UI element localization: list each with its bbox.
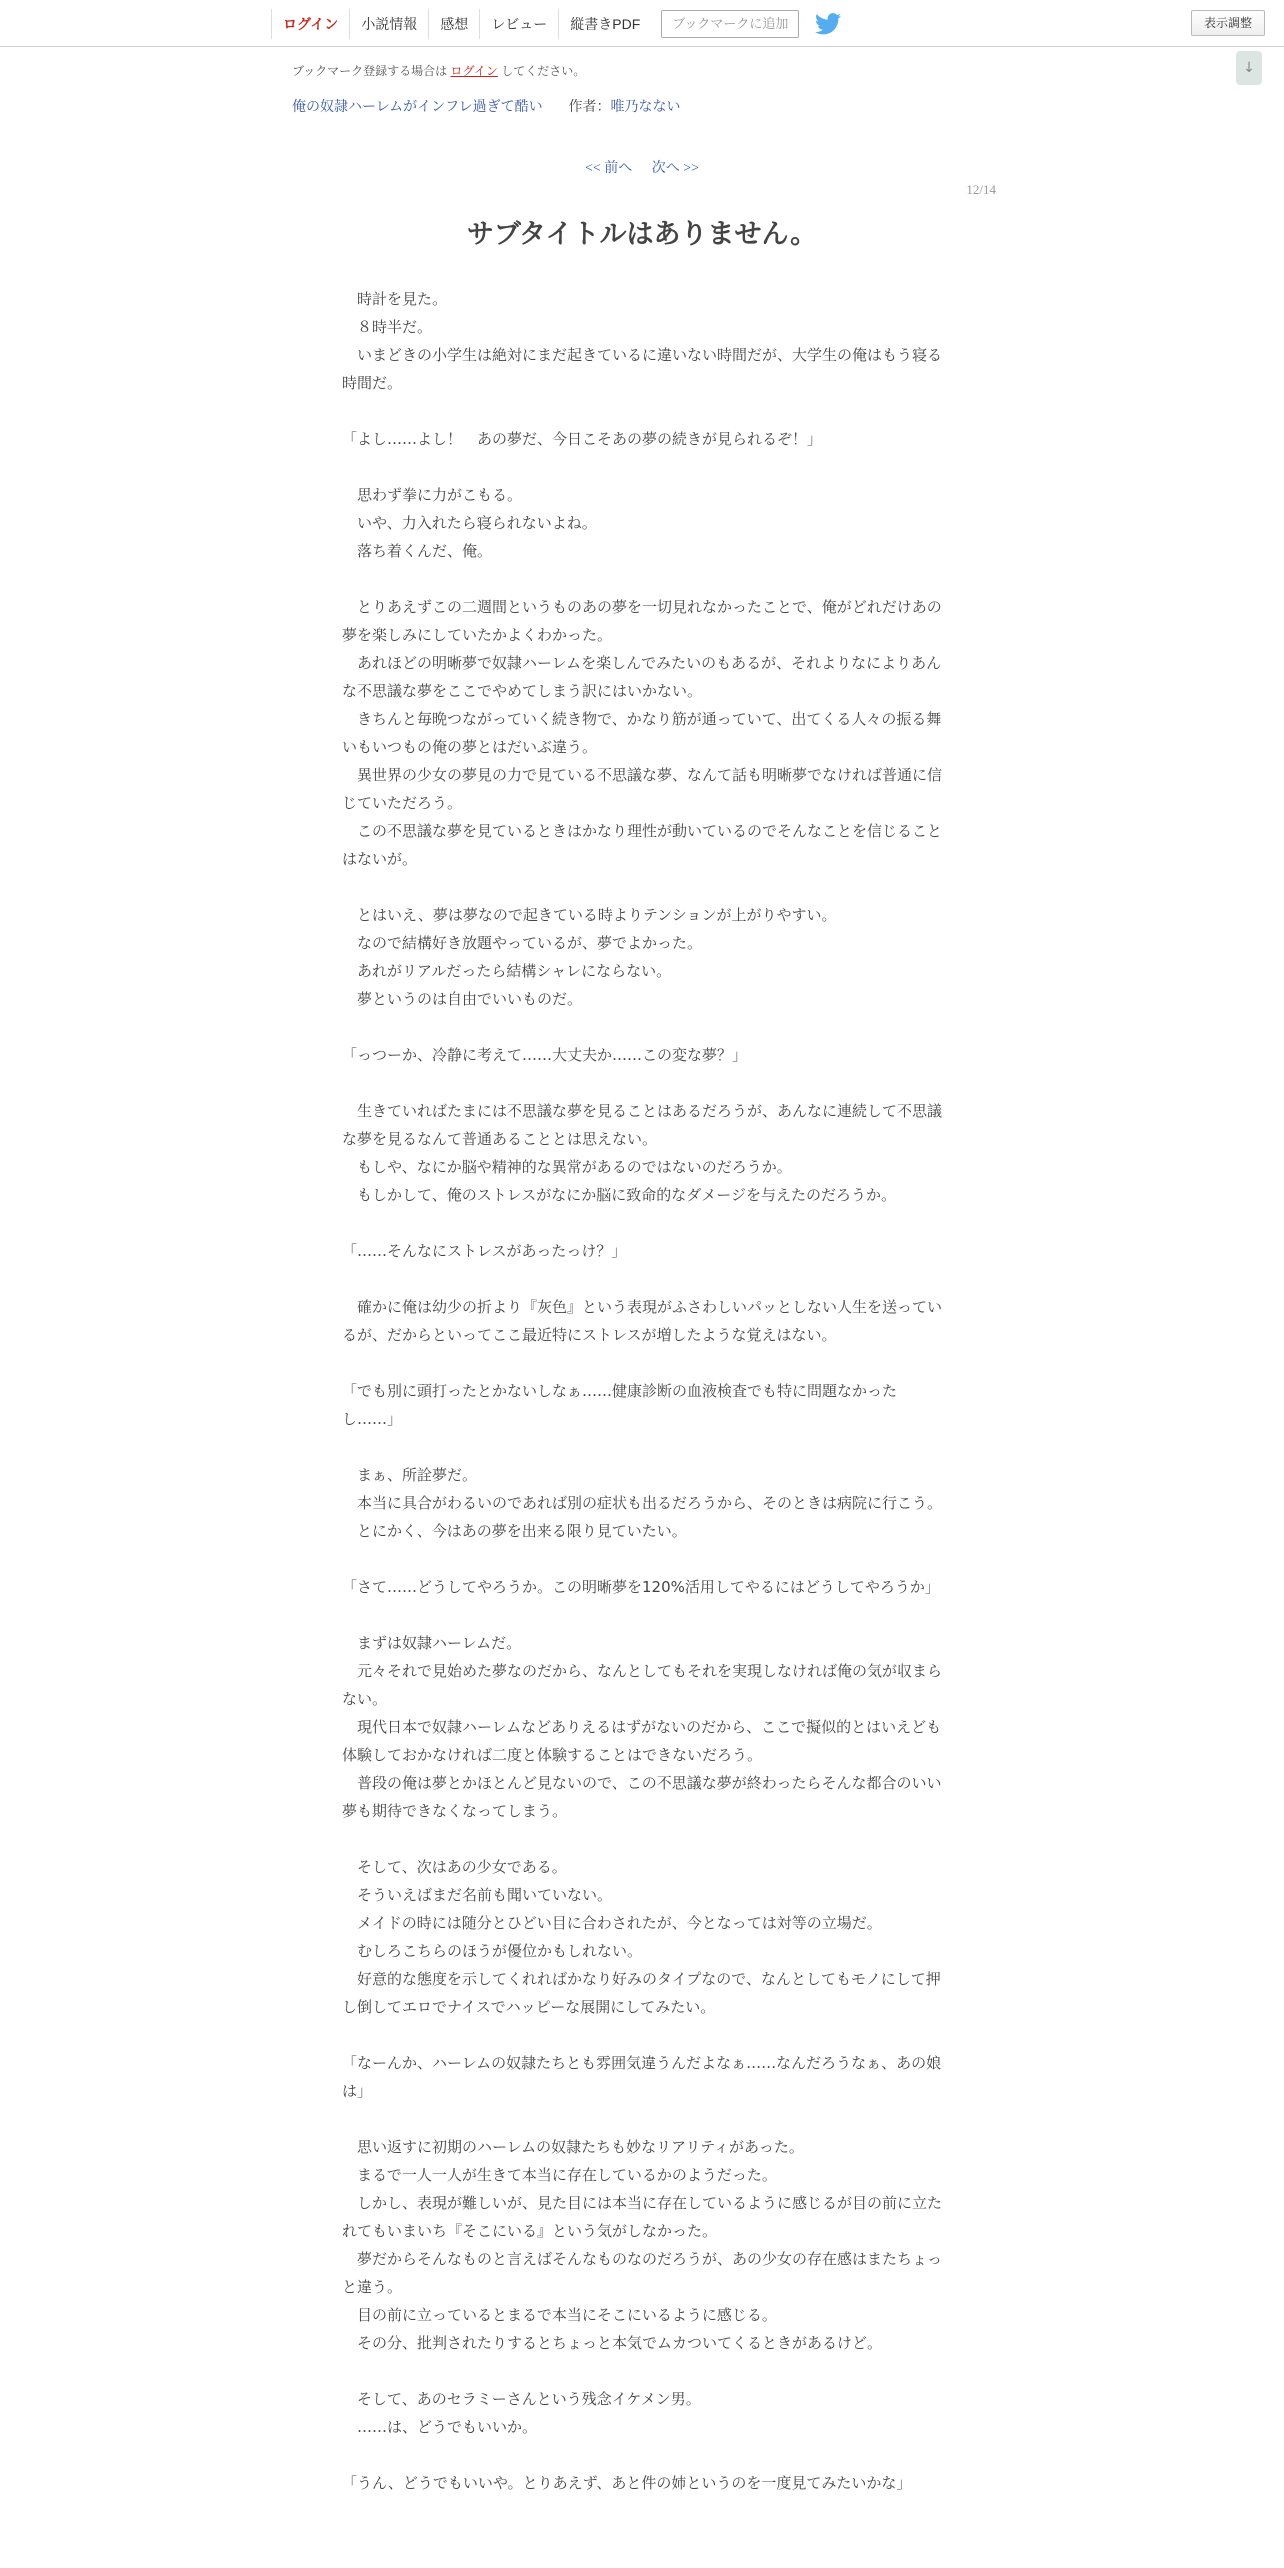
body-paragraph: そして、次はあの少女である。 [342, 1858, 567, 1876]
body-paragraph [342, 565, 942, 593]
author-block [569, 98, 681, 114]
body-paragraph: あれほどの明晰夢で奴隷ハーレムを楽しんでみたいのもあるが、それよりなによりあんな不思議な夢をここでやめてしまう訳にはいかない。 [342, 654, 942, 700]
body-paragraph: 異世界の少女の夢見の力で見ている不思議な夢、なんて話も明晰夢でなければ普通に信じていただろう。 [342, 766, 943, 812]
chapter-pager [0, 157, 1284, 177]
bookmark-add-button[interactable]: ブックマークに追加 [661, 10, 799, 38]
body-paragraph [342, 2021, 942, 2049]
chapter-counter: 12/14 [966, 182, 996, 197]
body-paragraph [342, 1013, 942, 1041]
body-paragraph [342, 873, 942, 901]
body-paragraph: その分、批判されたりするとちょっと本気でムカついてくるときがあるけど。 [342, 2334, 883, 2352]
nav-impressions-link[interactable]: 感想 [428, 9, 479, 39]
body-paragraph: 思わず拳に力がこもる。 [342, 486, 523, 504]
body-paragraph: もしや、なにか脳や精神的な異常があるのではないのだろうか。 [342, 1158, 792, 1176]
body-paragraph: そういえばまだ名前も聞いていない。 [342, 1886, 613, 1904]
body-paragraph: 「でも別に頭打ったとかないしなぁ……健康診断の血液検査でも特に問題なかったし……」 [342, 1382, 898, 1428]
nav-login-link[interactable]: ログイン [271, 9, 349, 39]
body-paragraph: ８時半だ。 [342, 318, 433, 336]
body-paragraph: 夢だからそんなものと言えばそんなものなのだろうが、あの少女の存在感はまたちょっと違う。 [342, 2250, 943, 2296]
body-paragraph: 生きていればたまには不思議な夢を見ることはあるだろうが、あんなに連続して不思議な夢を見るなんて普通あることとは思えない。 [342, 1102, 943, 1148]
body-paragraph: いや、力入れたら寝られないよね。 [342, 514, 597, 532]
body-paragraph [342, 1825, 942, 1853]
body-paragraph [342, 453, 942, 481]
top-header [0, 0, 1284, 47]
body-paragraph [342, 1349, 942, 1377]
author-label: 作者： [568, 98, 611, 114]
twitter-icon[interactable] [815, 13, 841, 35]
body-paragraph: あれがリアルだったら結構シャレにならない。 [342, 962, 672, 980]
body-paragraph: 「よし……よし！ あの夢だ、今日こそあの夢の続きが見られるぞ！」 [342, 430, 823, 448]
body-paragraph: この不思議な夢を見ているときはかなり理性が動いているのでそんなことを信じることはないが。 [342, 822, 943, 868]
novel-title-link[interactable]: 俺の奴隷ハーレムがインフレ過ぎて酷い [292, 98, 543, 114]
body-paragraph: メイドの時には随分とひどい目に合わされたが、今となっては対等の立場だ。 [342, 1914, 882, 1932]
bookmark-login-notice [292, 62, 585, 79]
display-settings-button[interactable]: 表示調整 [1191, 10, 1265, 36]
body-paragraph [342, 1265, 942, 1293]
body-paragraph: 「……そんなにストレスがあったっけ？」 [342, 1242, 627, 1260]
body-paragraph [342, 2441, 942, 2469]
next-chapter-link[interactable]: 次へ >> [651, 161, 700, 176]
body-paragraph [342, 397, 942, 425]
body-paragraph: とりあえずこの二週間というものあの夢を一切見れなかったことで、俺がどれだけあの夢を楽しみにしていたかよくわかった。 [342, 598, 942, 644]
body-paragraph: 思い返すに初期のハーレムの奴隷たちも妙なリアリティがあった。 [342, 2138, 804, 2156]
body-paragraph [342, 1601, 942, 1629]
body-paragraph: なので結構好き放題やっているが、夢でよかった。 [342, 934, 703, 952]
author-link[interactable]: 唯乃なない [610, 98, 681, 114]
body-paragraph: もしかして、俺のストレスがなにか脳に致命的なダメージを与えたのだろうか。 [342, 1186, 896, 1204]
body-paragraph: まぁ、所詮夢だ。 [342, 1466, 478, 1484]
body-paragraph [342, 1209, 942, 1237]
notice-login-link[interactable]: ログイン [450, 64, 498, 78]
body-paragraph: 時計を見た。 [342, 290, 448, 308]
notice-text-before: ブックマーク登録する場合は [292, 64, 448, 78]
notice-text-after: してください。 [501, 64, 586, 78]
body-paragraph: 夢というのは自由でいいものだ。 [342, 990, 583, 1008]
chapter-title: サブタイトルはありません。 [466, 219, 818, 249]
body-paragraph [342, 2105, 942, 2133]
body-paragraph: 目の前に立っているとまるで本当にそこにいるように感じる。 [342, 2306, 777, 2324]
body-paragraph: 元々それで見始めた夢なのだから、なんとしてもそれを実現しなければ俺の気が収まらない。 [342, 1662, 943, 1708]
body-paragraph: まずは奴隷ハーレムだ。 [342, 1634, 522, 1652]
body-paragraph [342, 1545, 942, 1573]
nav-review-link[interactable]: レビュー [479, 9, 558, 39]
body-paragraph: いまどきの小学生は絶対にまだ起きているに違いない時間だが、大学生の俺はもう寝る時間だ。 [342, 346, 943, 392]
novel-body [342, 285, 942, 2497]
nav-novel-info-link[interactable]: 小説情報 [349, 9, 428, 39]
novel-info [292, 96, 681, 116]
header-nav [271, 0, 841, 47]
nav-vertical-pdf-link[interactable]: 縦書きPDF [558, 9, 651, 39]
body-paragraph: 現代日本で奴隷ハーレムなどありえるはずがないのだから、ここで擬似的とはいえども体験しておかなければ二度と体験することはできないだろう。 [342, 1718, 942, 1764]
body-paragraph: まるで一人一人が生きて本当に存在しているかのようだった。 [342, 2166, 777, 2184]
body-paragraph: しかし、表現が難しいが、見た目には本当に存在しているように感じるが目の前に立たれてもいまいち『そこにいる』という気がしなかった。 [342, 2194, 943, 2240]
body-paragraph: 「っつーか、冷静に考えて……大丈夫か……この変な夢？」 [342, 1046, 748, 1064]
body-paragraph: とにかく、今はあの夢を出来る限り見ていたい。 [342, 1522, 687, 1540]
body-paragraph: 「さて……どうしてやろうか。この明晰夢を120%活用してやるにはどうしてやろうか」 [342, 1578, 940, 1596]
body-paragraph: ……は、どうでもいいか。 [342, 2418, 538, 2436]
body-paragraph: そして、あのセラミーさんという残念イケメン男。 [342, 2390, 701, 2408]
body-paragraph: 落ち着くんだ、俺。 [342, 542, 493, 560]
body-paragraph: 確かに俺は幼少の折より『灰色』という表現がふさわしいパッとしない人生を送っているが、だからといってここ最近特にストレスが増したような覚えはない。 [342, 1298, 943, 1344]
body-paragraph: 「うん、どうでもいいや。とりあえず、あと件の姉というのを一度見てみたいかな」 [342, 2474, 912, 2492]
prev-chapter-link[interactable]: << 前へ [584, 161, 633, 176]
body-paragraph [342, 1433, 942, 1461]
body-paragraph: 普段の俺は夢とかほとんど見ないので、この不思議な夢が終わったらそんな都合のいい夢も期待できなくなってしまう。 [342, 1774, 942, 1820]
body-paragraph [342, 1069, 942, 1097]
body-paragraph: きちんと毎晩つながっていく続き物で、かなり筋が通っていて、出てくる人々の振る舞いもいつもの俺の夢とはだいぶ違う。 [342, 710, 942, 756]
body-paragraph: 「なーんか、ハーレムの奴隷たちとも雰囲気違うんだよなぁ……なんだろうなぁ、あの娘は」 [342, 2054, 942, 2100]
body-paragraph [342, 2357, 942, 2385]
scroll-down-button[interactable]: ↓ [1236, 51, 1262, 85]
body-paragraph: 好意的な態度を示してくれればかなり好みのタイプなので、なんとしてもモノにして押し倒してエロでナイスでハッピーな展開にしてみたい。 [342, 1970, 941, 2016]
body-paragraph: 本当に具合がわるいのであれば別の症状も出るだろうから、そのときは病院に行こう。 [342, 1494, 943, 1512]
body-paragraph: むしろこちらのほうが優位かもしれない。 [342, 1942, 643, 1960]
body-paragraph: とはいえ、夢は夢なので起きている時よりテンションが上がりやすい。 [342, 906, 837, 924]
